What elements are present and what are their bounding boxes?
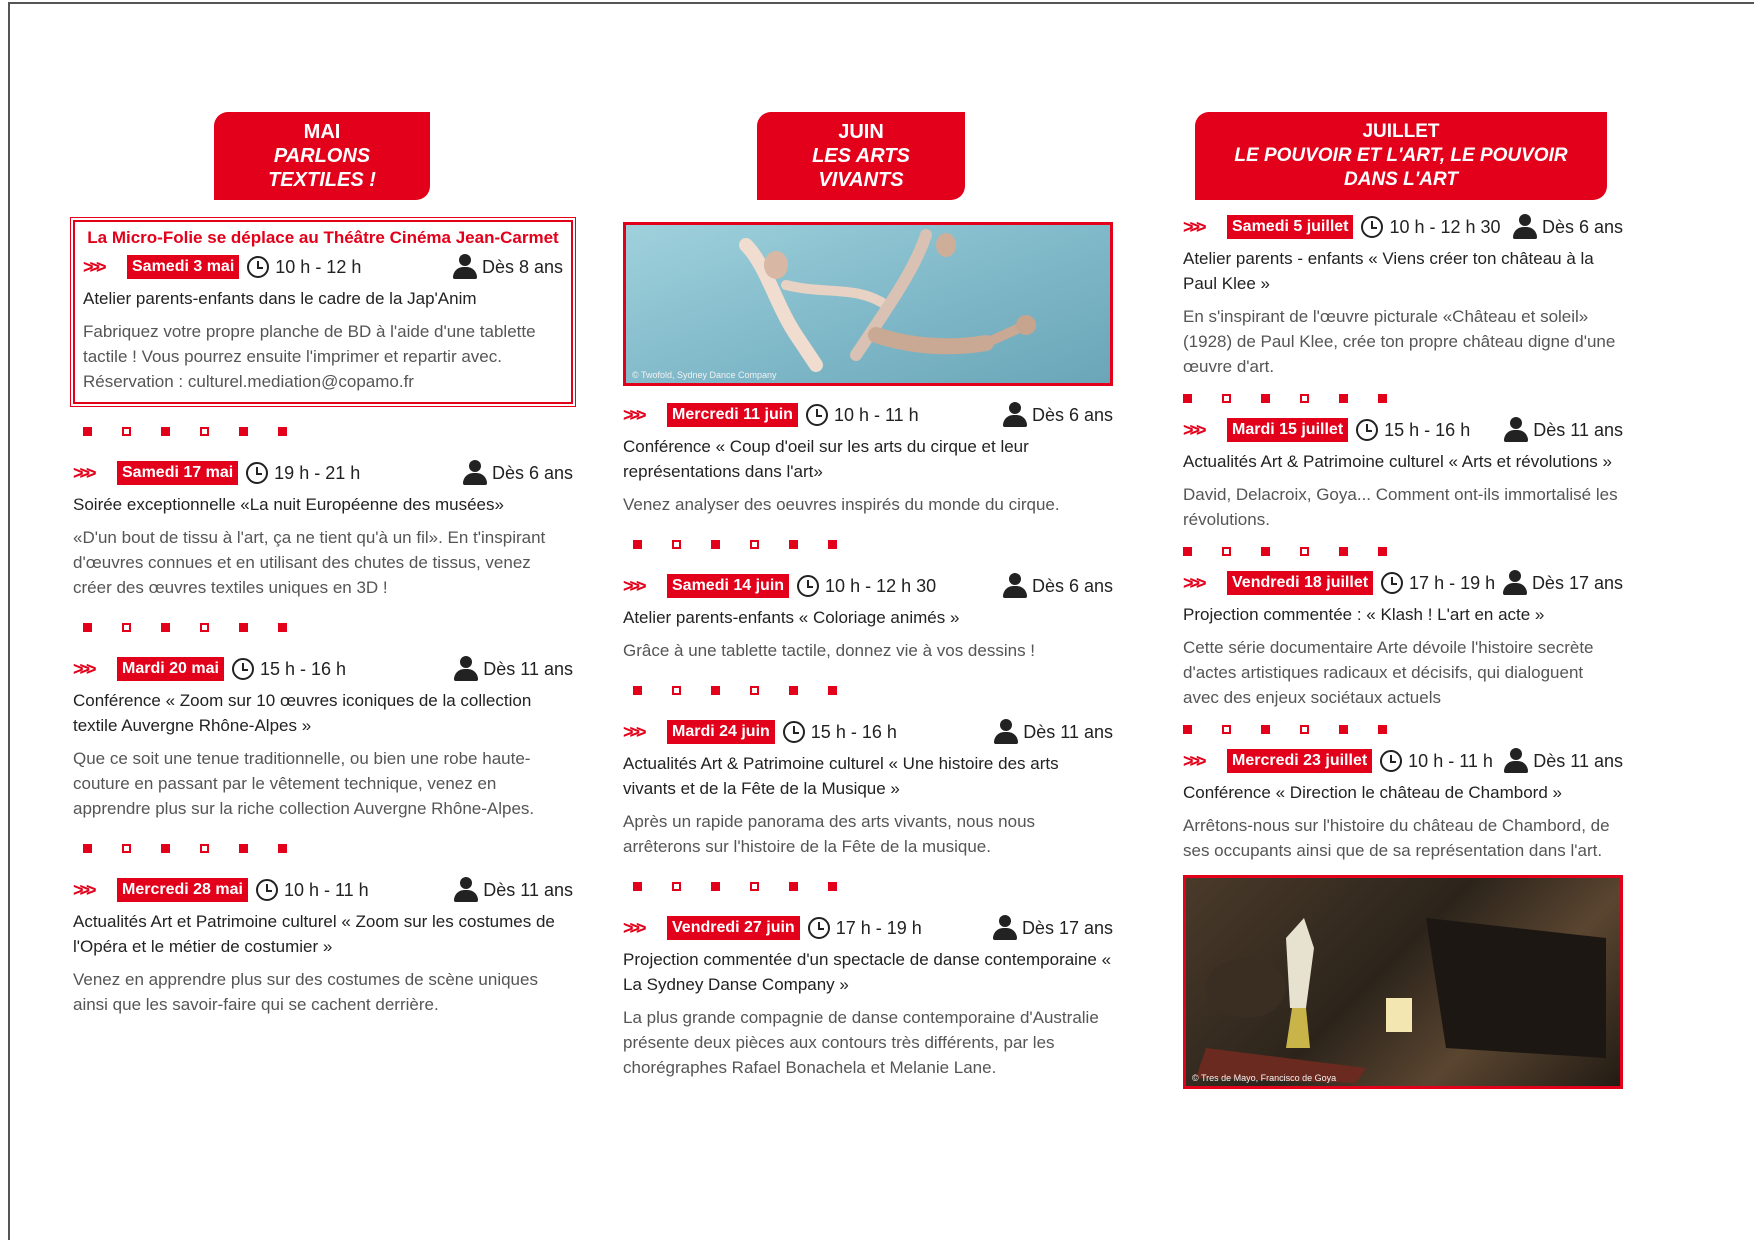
clock-icon — [247, 256, 269, 278]
event-time: 15 h - 16 h — [259, 658, 346, 679]
event-header — [623, 717, 1113, 747]
event-date: Vendredi 18 juillet — [1227, 571, 1373, 595]
person-icon — [1002, 402, 1028, 428]
arrow-chevrons-icon: >>> — [1183, 419, 1203, 440]
event-age — [992, 915, 1113, 941]
event-title: Conférence « Coup d'oeil sur les arts du cirque et leur représentations dans l'art» — [623, 437, 1029, 481]
event-header — [73, 654, 573, 684]
clock-icon — [1361, 216, 1383, 238]
event-description: Que ce soit une tenue traditionnelle, ou bien une robe haute-couture en passant par le vêtement technique, venez en apprendre plus sur la riche collection Auvergne Rhône-Alpes. — [73, 749, 535, 818]
event — [623, 717, 1113, 859]
event — [73, 458, 573, 600]
event-date: Mardi 20 mai — [117, 657, 224, 681]
event-time: 15 h - 16 h — [1384, 419, 1471, 440]
event-time: 10 h - 11 h — [833, 404, 919, 425]
event-header — [1183, 568, 1623, 598]
clock-icon — [1380, 750, 1402, 772]
month-theme: LES ARTS VIVANTS — [812, 145, 910, 191]
event-date: Samedi 17 mai — [117, 461, 238, 485]
separator — [633, 537, 1113, 551]
event-time: 10 h - 11 h — [1408, 750, 1493, 771]
clock-icon — [246, 462, 268, 484]
event-description: Fabriquez votre propre planche de BD à l'aide d'une tablette tactile ! Vous pourrez ensuite l'imprimer et repartir avec. Réservation : culturel.mediation@copamo.fr — [83, 322, 536, 391]
person-icon — [992, 915, 1018, 941]
separator — [83, 620, 573, 634]
event-title: Atelier parents-enfants « Coloriage animés » — [623, 608, 960, 627]
clock-icon — [797, 575, 819, 597]
event-age — [452, 254, 563, 280]
event-time: 10 h - 12 h — [275, 256, 362, 277]
arrow-chevrons-icon: >>> — [83, 256, 103, 277]
event-description: David, Delacroix, Goya... Comment ont-ils immortalisé les révolutions. — [1183, 485, 1618, 529]
separator — [1183, 722, 1623, 736]
age-label: Dès 17 ans — [1531, 572, 1623, 593]
goya-painting-photo — [1183, 875, 1623, 1089]
event-date: Samedi 14 juin — [667, 574, 789, 598]
month-banner-mai — [214, 112, 430, 200]
event-date: Mercredi 28 mai — [117, 878, 248, 902]
event-title: Projection commentée d'un spectacle de danse contemporaine « La Sydney Danse Company » — [623, 950, 1112, 994]
arrow-chevrons-icon: >>> — [1183, 572, 1203, 593]
event-header — [1183, 746, 1623, 776]
event-date: Mercredi 11 juin — [667, 403, 798, 427]
column-juillet — [1183, 112, 1623, 1089]
age-label: Dès 11 ans — [1533, 419, 1623, 440]
separator — [1183, 391, 1623, 405]
event-time: 17 h - 19 h — [1409, 572, 1496, 593]
event-age — [1503, 417, 1623, 443]
event-title: Actualités Art & Patrimoine culturel « Arts et révolutions » — [1183, 452, 1612, 471]
person-icon — [1502, 570, 1528, 596]
month-theme: LE POUVOIR ET L'ART, LE POUVOIR DANS L'ART — [1234, 145, 1568, 190]
event — [623, 913, 1113, 1080]
event — [623, 571, 1113, 663]
event-date: Mercredi 23 juillet — [1227, 749, 1372, 773]
age-label: Dès 6 ans — [1031, 404, 1113, 425]
event — [623, 400, 1113, 517]
event-title: Actualités Art & Patrimoine culturel « Une histoire des arts vivants et de la Fête de la Musique » — [623, 754, 1059, 798]
event — [1183, 568, 1623, 710]
event-title: Soirée exceptionnelle «La nuit Européenne des musées» — [73, 495, 504, 514]
clock-icon — [232, 658, 254, 680]
event — [1183, 212, 1623, 379]
age-label: Dès 6 ans — [1031, 575, 1113, 596]
arrow-chevrons-icon: >>> — [623, 721, 643, 742]
person-icon — [1503, 748, 1529, 774]
event-description: En s'inspirant de l'œuvre picturale «Château et soleil» (1928) de Paul Klee, crée ton propre château digne d'une œuvre d'art. — [1183, 307, 1616, 376]
event-description: Après un rapide panorama des arts vivants, nous nous arrêterons sur l'histoire de la Fête de la musique. — [623, 812, 1036, 856]
event-age — [993, 719, 1113, 745]
person-icon — [462, 460, 488, 486]
dance-photo — [623, 222, 1113, 386]
month-name: JUIN — [838, 121, 884, 143]
event-header — [623, 400, 1113, 430]
event-header — [1183, 212, 1623, 242]
arrow-chevrons-icon: >>> — [623, 917, 643, 938]
event-time: 10 h - 11 h — [283, 879, 369, 900]
event-description: La plus grande compagnie de danse contemporaine d'Australie présente deux pièces aux contours très différents, par les chorégraphes Rafael Bonachela et Melanie Lane. — [623, 1008, 1099, 1077]
clock-icon — [808, 917, 830, 939]
event-time: 19 h - 21 h — [274, 462, 361, 483]
month-name: JUILLET — [1362, 121, 1440, 142]
event-date: Samedi 5 juillet — [1227, 215, 1353, 239]
event — [1183, 415, 1623, 532]
event-age — [1002, 402, 1113, 428]
arrow-chevrons-icon: >>> — [1183, 216, 1203, 237]
age-label: Dès 11 ans — [483, 879, 573, 900]
event-title: Actualités Art et Patrimoine culturel « Zoom sur les costumes de l'Opéra et le métier de costumier » — [73, 912, 555, 956]
person-icon — [453, 877, 479, 903]
event-time: 17 h - 19 h — [835, 917, 922, 938]
event-age — [1002, 573, 1113, 599]
separator — [83, 841, 573, 855]
event-date: Mardi 15 juillet — [1227, 418, 1348, 442]
column-juin — [623, 112, 1113, 1080]
event-age — [1503, 748, 1623, 774]
event-description: Arrêtons-nous sur l'histoire du château de Chambord, de ses occupants ainsi que de sa représentation dans l'art. — [1183, 816, 1610, 860]
age-label: Dès 17 ans — [1021, 917, 1113, 938]
person-icon — [1512, 214, 1538, 240]
event-age — [453, 656, 573, 682]
event-age — [453, 877, 573, 903]
event-date: Mardi 24 juin — [667, 720, 775, 744]
scan-border-left — [8, 2, 10, 1240]
arrow-chevrons-icon: >>> — [623, 404, 643, 425]
age-label: Dès 8 ans — [481, 256, 563, 277]
month-banner-juin — [757, 112, 965, 200]
event-age — [1502, 570, 1623, 596]
person-icon — [993, 719, 1019, 745]
separator — [83, 424, 573, 438]
clock-icon — [1356, 419, 1378, 441]
event — [73, 654, 573, 821]
clock-icon — [783, 721, 805, 743]
event-title: Conférence « Direction le château de Chambord » — [1183, 783, 1562, 802]
event-title: Atelier parents-enfants dans le cadre de la Jap'Anim — [83, 289, 477, 308]
dancers-illustration — [626, 225, 1110, 383]
event-age — [462, 460, 573, 486]
clock-icon — [256, 879, 278, 901]
person-icon — [1503, 417, 1529, 443]
event-description: Cette série documentaire Arte dévoile l'histoire secrète d'actes artistiques radicaux et décisifs, qui dialoguent avec des enjeux sociétaux actuels — [1183, 638, 1594, 707]
month-name: MAI — [303, 121, 341, 143]
person-icon — [1002, 573, 1028, 599]
event-date: Vendredi 27 juin — [667, 916, 800, 940]
event-time: 15 h - 16 h — [810, 721, 897, 742]
clock-icon — [1381, 572, 1403, 594]
clock-icon — [806, 404, 828, 426]
event-title: Conférence « Zoom sur 10 œuvres iconiques de la collection textile Auvergne Rhône-Alpes » — [73, 691, 532, 735]
event-header — [73, 458, 573, 488]
person-icon — [453, 656, 479, 682]
scan-border-top — [8, 2, 1754, 4]
person-icon — [452, 254, 478, 280]
age-label: Dès 6 ans — [491, 462, 573, 483]
month-theme: PARLONS TEXTILES ! — [268, 145, 376, 191]
separator — [633, 879, 1113, 893]
arrow-chevrons-icon: >>> — [73, 462, 93, 483]
event-description: Venez analyser des oeuvres inspirés du monde du cirque. — [623, 495, 1060, 514]
month-banner-juillet — [1195, 112, 1607, 200]
column-mai — [73, 112, 573, 1017]
arrow-chevrons-icon: >>> — [73, 658, 93, 679]
painting-illustration — [1186, 878, 1620, 1086]
arrow-chevrons-icon: >>> — [1183, 750, 1203, 771]
event-header — [623, 571, 1113, 601]
event-description: Venez en apprendre plus sur des costumes de scène uniques ainsi que les savoir-faire qui se cachent derrière. — [73, 970, 538, 1014]
age-label: Dès 6 ans — [1541, 216, 1623, 237]
callout-title: La Micro-Folie se déplace au Théâtre Cinéma Jean-Carmet — [87, 228, 559, 247]
event-header — [73, 875, 573, 905]
photo-credit: © Tres de Mayo, Francisco de Goya — [1192, 1073, 1337, 1083]
event — [73, 875, 573, 1017]
event — [1183, 746, 1623, 863]
age-label: Dès 11 ans — [1533, 750, 1623, 771]
event-age — [1512, 214, 1623, 240]
event-header — [623, 913, 1113, 943]
photo-credit: © Twofold, Sydney Dance Company — [632, 370, 777, 380]
event-time: 10 h - 12 h 30 — [1389, 216, 1501, 237]
micro-folie-callout — [73, 220, 573, 404]
event-time: 10 h - 12 h 30 — [825, 575, 937, 596]
age-label: Dès 11 ans — [483, 658, 573, 679]
separator — [1183, 544, 1623, 558]
event-title: Projection commentée : « Klash ! L'art en acte » — [1183, 605, 1545, 624]
event-date: Samedi 3 mai — [127, 255, 239, 279]
event-header — [83, 252, 563, 282]
separator — [633, 683, 1113, 697]
event-title: Atelier parents - enfants « Viens créer ton château à la Paul Klee » — [1183, 249, 1594, 293]
event — [83, 252, 563, 394]
arrow-chevrons-icon: >>> — [623, 575, 643, 596]
arrow-chevrons-icon: >>> — [73, 879, 93, 900]
age-label: Dès 11 ans — [1023, 721, 1113, 742]
event-description: «D'un bout de tissu à l'art, ça ne tient qu'à un fil». En t'inspirant d'œuvres connues et en utilisant des chutes de tissus, venez créer des œuvres textiles uniques en 3D ! — [73, 528, 546, 597]
event-description: Grâce à une tablette tactile, donnez vie à vos dessins ! — [623, 641, 1036, 660]
event-header — [1183, 415, 1623, 445]
